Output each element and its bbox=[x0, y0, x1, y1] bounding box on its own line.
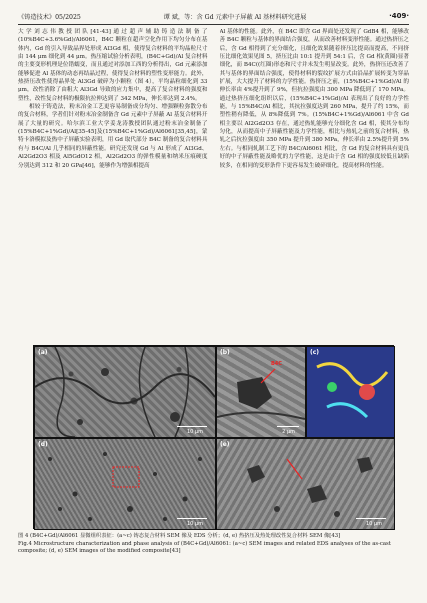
particle-annotation: B4C bbox=[271, 361, 282, 367]
sem-panel-c bbox=[306, 346, 395, 438]
scale-label: 10 μm bbox=[186, 429, 203, 435]
scale-bar bbox=[356, 518, 386, 520]
sem-figure bbox=[33, 345, 394, 529]
scale-label: 10 μm bbox=[365, 521, 382, 527]
panel-label: (a) bbox=[38, 349, 48, 356]
microstructure-texture bbox=[35, 347, 215, 437]
sem-panel-a bbox=[34, 346, 216, 438]
body-columns bbox=[18, 28, 409, 343]
paragraph: 大学刘志伟教授团队[41-43]通过超声辅助铸造法制备了(10%B4C+3.6%Gd)/Al6061，B4C 颗粒在超声空化作用下均匀分布在基体内，Gd 的引入导致晶界处形成 Al3Gd 相，使得复合材料的平均晶粒尺寸由 144 μm 细化到 44 μm。热压缩试验分析表明，(B4C+Gd)/Al 复合材料的主要变形机理是位错蠕变，而且通过对添加工西的分析得出，Gd 元素添加能够促进 Al 基体的动态再结晶过程，使得复合材料的塑性变形能力。此外，热挤压改性使得晶界处 Al3Gd 破碎为小颗粒（图 4），平均晶粒细化到 33 μm，改性消除了由粗大 Al3Gd 导致的应力集中，提高了复合材料的强度和塑性，改性复合材料的极限抗拉伸达到了 342 MPa，伸长率达到 2.4%。 bbox=[18, 29, 208, 102]
panel-label: (c) bbox=[310, 349, 320, 356]
microstructure-texture bbox=[217, 347, 305, 437]
eds-map bbox=[307, 347, 394, 437]
paragraph: 相较于铸造法，粉末冶金工艺更容易制备成分均匀、增强颗粒弥散分布的复合材料，学者们针对粉末冶金制备含 Gd 元素中子屏蔽 Al 基复合材料开展了大量的研究。哈尔滨工业大学姜龙涛教授团队通过粉末冶金制备了(15%B4C+1%Gd)/Al[35-45]及(15%B4C+1%Gd)/Al6061[35,45]，蒙特卡洛模拟及热中子屏蔽实验表明，用 Gd 取代部分 B4C 制备的复合材料具有与 B4C/Al 几乎相同的屏蔽性能。研究还发现 Gd 与 Al 形成了 Al3Gd、Al2Gd2O3 相及 Al5GdO12 相，Al2Gd2O3 的弹性模量和纳米压痕硬度分别达到 312 和 20 GPa[46]，能够作为增强相提高 bbox=[18, 104, 208, 169]
right-column bbox=[220, 28, 410, 343]
panel-label: (b) bbox=[220, 349, 230, 356]
caption-english: Fig.4 Microstructure characterization and phase analysis of (B4C+Gd)/Al6061: (a~c) SEM images and related EDS analyses of the as-cast composite; (d, e) SEM images of the modified composite[43] bbox=[18, 540, 391, 555]
scale-label: 10 μm bbox=[186, 521, 203, 527]
running-title: 谭 斌，等：含 Gd 元素中子屏蔽 Al 基材料研究进展 bbox=[163, 13, 307, 21]
journal-name: 《铸造技术》05/2025 bbox=[18, 13, 81, 21]
scale-label: 2 μm bbox=[282, 429, 295, 435]
scale-bar bbox=[177, 426, 207, 428]
page-number: ·409· bbox=[389, 12, 409, 20]
scale-bar bbox=[277, 426, 299, 428]
microstructure-texture bbox=[35, 439, 215, 529]
left-column bbox=[18, 28, 208, 343]
microstructure-texture bbox=[217, 439, 394, 529]
sem-panel-b bbox=[216, 346, 306, 438]
sem-panel-d bbox=[34, 438, 216, 530]
sem-panel-e bbox=[216, 438, 395, 530]
figure-caption bbox=[18, 533, 409, 556]
panel-label: (d) bbox=[38, 441, 48, 448]
caption-chinese: 图 4 (B4C+Gd)/Al6061 显微组织表征：(a~c) 铸态复合材料 SEM 像及 EDS 分析；(d, e) 热挤压及热处理改性复合材料 SEM 像[43] bbox=[18, 533, 341, 539]
scale-bar bbox=[177, 518, 207, 520]
panel-label: (e) bbox=[220, 441, 230, 448]
paragraph: Al 基体的性能。此外，在 B4C 即含 Gd 界面处还发现了 GdB4 相，能够改善 B4C 颗粒与基体的界面结合强度，从而改善材料变形性能。通过热挤压之后，含 Gd 相得到了充分细化，且细化效果随着挤压比提高而提高，不同挤压比细化效果见图 5，挤压比由 10:1 提升到 54:1 后，含 Gd 相(黄圈)显著细化，而 B4C((红圈)形态和尺寸并未发生明显改变。此外，热挤压还改善了其与基体的界面结合强度，使得材料的裂纹扩展方式由沿晶扩展转变为穿晶扩展，大大提升了材料的力学性能。热挤压之前，(15%B4C+1%Gd)/Al 的伸长率由 4%提升到了 9%，但抗拉强度由 300 MPa 降低到了 170 MPa。通过热挤压细化组织以后，(15%B4C+1%Gd)/Al 表现出了良好的力学性能，与 15%B4C/Al 相比，其抗拉强度达到 260 MPa，提升了约 15%，而塑性稍有降低，从 8%降低到 7%。(15%B4C+1%Gd)/Al6061 中含 Gd 相主要以 Al2Gd2O3 存在，通过热轧能够充分细化含 Gd 相，使其分布均匀化，从而提高中子屏蔽性能及力学性能，相比与热轧之前的复合材料，热轧之后抗拉强度由 350 MPa 提升到 380 MPa，伸长率由 2.5%提升到 5%左右。与相同轧制工艺下的 B4C/Al6061 相比，含 Gd 的复合材料具有更良好的中子屏蔽性能及略优的力学性能，这是由于含 Gd 相的强度较低且缺陷较多，在相同的变形条件下更容易发生破碎细化，提高材料的性能。 bbox=[219, 29, 409, 169]
page-header bbox=[18, 8, 409, 25]
